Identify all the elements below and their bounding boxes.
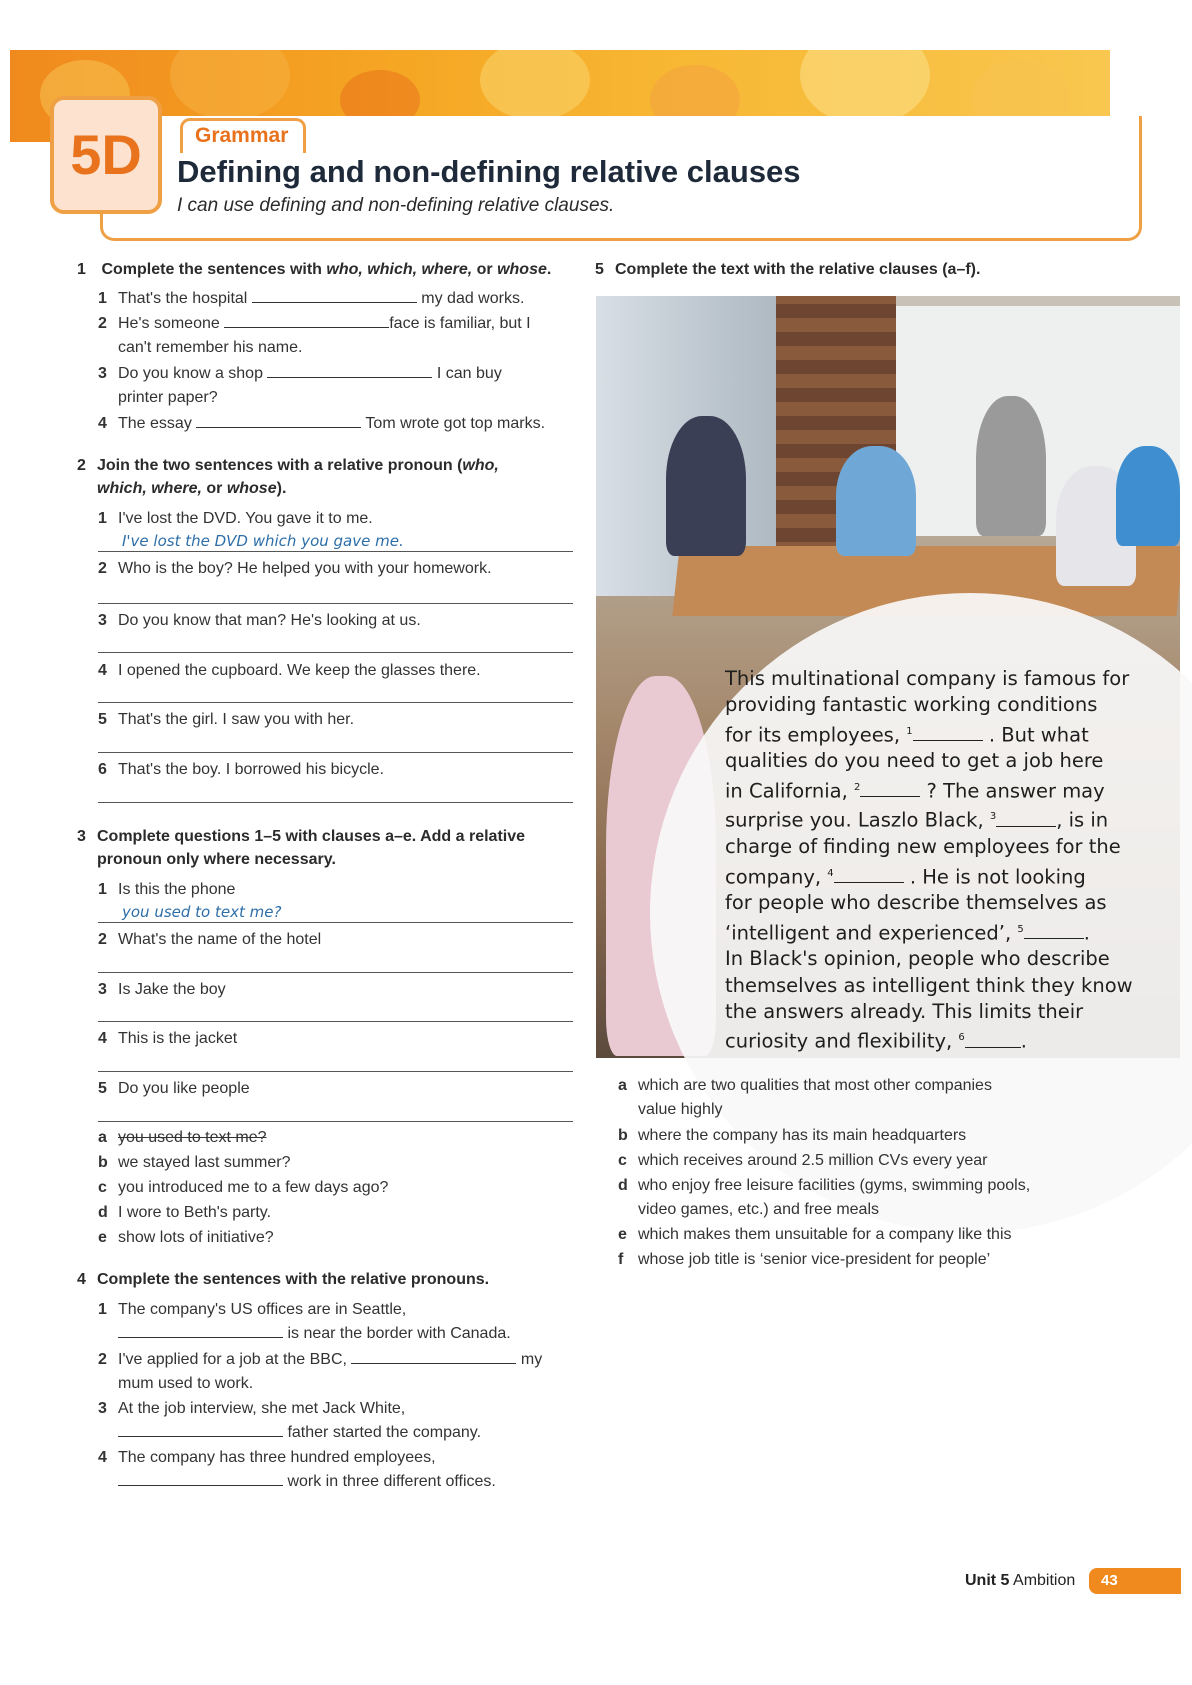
item-number: 2 bbox=[98, 315, 107, 332]
answer-line[interactable] bbox=[98, 1121, 573, 1122]
option-letter: f bbox=[618, 1251, 624, 1268]
clause-option bbox=[98, 1226, 274, 1250]
option-letter: c bbox=[618, 1152, 627, 1169]
item-text: The company has three hundred employees, bbox=[118, 1449, 436, 1466]
ex2-item bbox=[98, 758, 384, 782]
answer-blank[interactable] bbox=[252, 288, 417, 303]
item-text: The company's US offices are in Seattle, bbox=[118, 1301, 407, 1318]
answer-line[interactable] bbox=[98, 603, 573, 604]
item-text: printer paper? bbox=[118, 389, 218, 406]
clause-letter: d bbox=[98, 1204, 108, 1221]
option-text: video games, etc.) and free meals bbox=[638, 1201, 880, 1218]
item-number: 3 bbox=[98, 612, 107, 629]
option-letter: e bbox=[618, 1226, 627, 1243]
ex3-item bbox=[98, 1027, 237, 1051]
option-text: whose job title is ‘senior vice-president for people’ bbox=[638, 1251, 991, 1268]
relative-clause-option bbox=[618, 1124, 1178, 1148]
item-number: 1 bbox=[98, 881, 107, 898]
text-line: This multinational company is famous for bbox=[725, 667, 1130, 690]
ex2-item bbox=[98, 708, 354, 732]
answer-line[interactable] bbox=[98, 752, 573, 753]
page-number: 43 bbox=[1089, 1568, 1181, 1594]
ex3-number: 3 bbox=[77, 828, 86, 845]
ex3-item bbox=[98, 878, 235, 902]
item-text: Do you know a shop bbox=[118, 365, 263, 382]
gap-blank[interactable] bbox=[860, 782, 920, 797]
gap-blank[interactable] bbox=[996, 812, 1056, 827]
item-text: face is familiar, but I bbox=[389, 315, 531, 332]
unit-name: Ambition bbox=[1013, 1572, 1076, 1589]
item-text: Is this the phone bbox=[118, 881, 236, 898]
answer-blank[interactable] bbox=[351, 1349, 516, 1364]
text-line: . But what bbox=[988, 723, 1089, 747]
clause-option bbox=[98, 1126, 267, 1150]
option-text: value highly bbox=[638, 1101, 723, 1118]
ex3-text: pronoun only where necessary. bbox=[97, 851, 336, 868]
option-letter: d bbox=[618, 1177, 628, 1194]
answer-blank[interactable] bbox=[118, 1422, 283, 1437]
answer-line[interactable] bbox=[98, 802, 573, 803]
lesson-badge: 5D bbox=[50, 96, 162, 214]
item-text: Tom wrote got top marks. bbox=[365, 415, 546, 432]
relative-clause-option bbox=[618, 1223, 1178, 1247]
item-text: That's the hospital bbox=[118, 290, 248, 307]
clause-text: we stayed last summer? bbox=[118, 1154, 291, 1171]
gap-number: 1 bbox=[906, 725, 913, 737]
clause-text: show lots of initiative? bbox=[118, 1229, 274, 1246]
item-number: 5 bbox=[98, 1080, 107, 1097]
text-line: company, bbox=[725, 865, 828, 889]
gap-blank[interactable] bbox=[965, 1033, 1021, 1048]
item-text: What's the name of the hotel bbox=[118, 931, 322, 948]
gap-number: 4 bbox=[827, 867, 834, 879]
clause-option bbox=[98, 1201, 271, 1225]
ex1-period: . bbox=[546, 261, 552, 278]
ex4-instruction bbox=[77, 1268, 577, 1291]
option-letter: a bbox=[618, 1077, 627, 1094]
ex1-item bbox=[98, 312, 578, 360]
item-number: 2 bbox=[98, 1351, 107, 1368]
item-number: 3 bbox=[98, 981, 107, 998]
ex1-or: or bbox=[472, 261, 498, 278]
answer-line[interactable] bbox=[98, 702, 573, 703]
ex3-item bbox=[98, 978, 226, 1002]
gap-blank[interactable] bbox=[1024, 924, 1084, 939]
ex1-instruction bbox=[77, 258, 577, 281]
item-number: 4 bbox=[98, 1030, 107, 1047]
clause-letter: a bbox=[98, 1129, 107, 1146]
item-number: 3 bbox=[98, 1400, 107, 1417]
item-text: my dad works. bbox=[421, 290, 525, 307]
ex4-item bbox=[98, 1298, 578, 1346]
option-text: who enjoy free leisure facilities (gyms, swimming pools, bbox=[638, 1177, 1031, 1194]
ex1-item bbox=[98, 412, 578, 436]
option-text: where the company has its main headquarters bbox=[638, 1127, 967, 1144]
footer-unit bbox=[965, 1572, 1075, 1590]
item-text: At the job interview, she met Jack White, bbox=[118, 1400, 406, 1417]
ex1-item bbox=[98, 287, 578, 311]
item-text: This is the jacket bbox=[118, 1030, 238, 1047]
text-line: curiosity and flexibility, bbox=[725, 1029, 959, 1053]
ex2-text: which, where, bbox=[97, 480, 202, 497]
clause-text: you used to text me? bbox=[118, 1129, 267, 1146]
item-text: I can buy bbox=[436, 365, 502, 382]
relative-clause-option bbox=[618, 1174, 1178, 1222]
item-text: He's someone bbox=[118, 315, 220, 332]
text-line: ? The answer may bbox=[926, 779, 1105, 803]
ex5-number: 5 bbox=[595, 261, 604, 278]
text-line: ‘intelligent and experienced’, bbox=[725, 921, 1018, 945]
item-text: Do you like people bbox=[118, 1080, 250, 1097]
ex2-example-answer: I've lost the DVD which you gave me. bbox=[122, 532, 404, 550]
gap-blank[interactable] bbox=[913, 726, 983, 741]
text-line: in California, bbox=[725, 779, 854, 803]
item-text: mum used to work. bbox=[118, 1375, 254, 1392]
text-line: for people who describe themselves as bbox=[725, 891, 1107, 915]
ex4-item bbox=[98, 1348, 578, 1396]
item-number: 3 bbox=[98, 365, 107, 382]
item-text: That's the girl. I saw you with her. bbox=[118, 711, 355, 728]
ex2-text: whose bbox=[226, 480, 277, 497]
gap-number: 2 bbox=[853, 781, 861, 793]
ex2-text: ). bbox=[276, 480, 287, 497]
ex4-item bbox=[98, 1446, 578, 1494]
item-number: 1 bbox=[98, 510, 107, 527]
answer-line[interactable] bbox=[98, 972, 573, 973]
ex2-text: who, bbox=[462, 457, 499, 474]
answer-blank[interactable] bbox=[224, 313, 389, 328]
ex1-pronouns: who, which, where, bbox=[326, 261, 473, 278]
text-line: themselves as intelligent think they know bbox=[725, 973, 1133, 997]
answer-line[interactable] bbox=[98, 922, 573, 923]
clause-text: you introduced me to a few days ago? bbox=[118, 1179, 389, 1196]
section-label: Grammar bbox=[195, 124, 289, 147]
item-text: I opened the cupboard. We keep the glasses there. bbox=[118, 662, 481, 679]
ex2-number: 2 bbox=[77, 457, 86, 474]
answer-line[interactable] bbox=[98, 1071, 573, 1072]
answer-blank[interactable] bbox=[118, 1471, 283, 1486]
ex2-instruction bbox=[77, 454, 557, 500]
reading-text bbox=[725, 666, 1135, 1055]
ex2-item bbox=[98, 557, 492, 581]
text-line: the answers already. This limits their bbox=[725, 1000, 1084, 1024]
item-number: 2 bbox=[98, 560, 107, 577]
item-number: 1 bbox=[98, 1301, 107, 1318]
gap-number: 6 bbox=[958, 1032, 965, 1044]
answer-line[interactable] bbox=[98, 1021, 573, 1022]
text-line: . bbox=[1083, 921, 1090, 945]
text-line: for its employees, bbox=[725, 723, 907, 747]
relative-clause-option bbox=[618, 1248, 1178, 1272]
ex1-last-pronoun: whose bbox=[497, 261, 547, 278]
item-number: 2 bbox=[98, 931, 107, 948]
ex2-item bbox=[98, 507, 373, 531]
item-text: my bbox=[520, 1351, 543, 1368]
gap-blank[interactable] bbox=[834, 868, 904, 883]
relative-clause-option bbox=[618, 1074, 1178, 1122]
gap-number: 3 bbox=[989, 811, 997, 823]
item-text: Who is the boy? He helped you with your homework. bbox=[118, 560, 492, 577]
option-text: which are two qualities that most other companies bbox=[638, 1077, 992, 1094]
answer-blank[interactable] bbox=[267, 363, 432, 378]
clause-option bbox=[98, 1151, 291, 1175]
answer-blank[interactable] bbox=[118, 1323, 283, 1338]
text-line: . bbox=[1020, 1029, 1027, 1053]
item-text: Do you know that man? He's looking at us. bbox=[118, 612, 421, 629]
ex1-number: 1 bbox=[77, 261, 86, 278]
ex3-item bbox=[98, 1077, 250, 1101]
text-line: qualities do you need to get a job here bbox=[725, 749, 1104, 773]
person-figure bbox=[836, 446, 916, 556]
page-subtitle: I can use defining and non-defining relative clauses. bbox=[177, 195, 615, 216]
person-figure bbox=[1116, 446, 1180, 546]
answer-line[interactable] bbox=[98, 551, 573, 552]
ex4-item bbox=[98, 1397, 578, 1445]
ex1-item bbox=[98, 362, 578, 410]
item-number: 4 bbox=[98, 415, 107, 432]
item-number: 4 bbox=[98, 1449, 107, 1466]
text-line: charge of finding new employees for the bbox=[725, 835, 1121, 859]
gap-number: 5 bbox=[1017, 923, 1024, 935]
ex2-item bbox=[98, 609, 421, 633]
ex1-instruction-text: Complete the sentences with bbox=[101, 261, 327, 278]
text-line: surprise you. Laszlo Black, bbox=[725, 808, 990, 832]
person-figure bbox=[666, 416, 746, 556]
ex4-number: 4 bbox=[77, 1271, 86, 1288]
option-letter: b bbox=[618, 1127, 628, 1144]
option-text: which makes them unsuitable for a company like this bbox=[638, 1226, 1012, 1243]
item-number: 1 bbox=[98, 290, 107, 307]
ex3-item bbox=[98, 928, 321, 952]
text-line: In Black's opinion, people who describe bbox=[725, 947, 1110, 971]
clause-letter: c bbox=[98, 1179, 107, 1196]
ex5-instruction bbox=[595, 258, 1155, 281]
ex3-instruction bbox=[77, 825, 577, 871]
ex5-text: Complete the text with the relative clauses (a–f). bbox=[615, 261, 981, 278]
item-text: work in three different offices. bbox=[287, 1473, 496, 1490]
ex2-text: Join the two sentences with a relative pronoun ( bbox=[97, 457, 463, 474]
item-number: 5 bbox=[98, 711, 107, 728]
page-title: Defining and non-defining relative clauses bbox=[177, 154, 801, 189]
relative-clause-option bbox=[618, 1149, 1178, 1173]
clause-letter: b bbox=[98, 1154, 108, 1171]
item-text: is near the border with Canada. bbox=[287, 1325, 511, 1342]
item-number: 6 bbox=[98, 761, 107, 778]
text-line: , is in bbox=[1056, 808, 1109, 832]
person-figure bbox=[976, 396, 1046, 536]
answer-blank[interactable] bbox=[196, 413, 361, 428]
ex2-text: or bbox=[201, 480, 227, 497]
clause-text: I wore to Beth's party. bbox=[118, 1204, 272, 1221]
item-text: The essay bbox=[118, 415, 192, 432]
item-text: father started the company. bbox=[287, 1424, 482, 1441]
item-text: I've applied for a job at the BBC, bbox=[118, 1351, 347, 1368]
clause-letter: e bbox=[98, 1229, 107, 1246]
answer-line[interactable] bbox=[98, 652, 573, 653]
item-text: I've lost the DVD. You gave it to me. bbox=[118, 510, 373, 527]
item-text: can't remember his name. bbox=[118, 339, 303, 356]
option-text: which receives around 2.5 million CVs every year bbox=[638, 1152, 988, 1169]
text-line: providing fantastic working conditions bbox=[725, 693, 1098, 717]
clause-option bbox=[98, 1176, 388, 1200]
unit-label: Unit 5 bbox=[965, 1572, 1010, 1589]
text-line: . He is not looking bbox=[909, 865, 1086, 889]
ex3-example-answer: you used to text me? bbox=[122, 903, 282, 921]
item-text: That's the boy. I borrowed his bicycle. bbox=[118, 761, 384, 778]
ex3-text: Complete questions 1–5 with clauses a–e. Add a relative bbox=[97, 828, 526, 845]
item-number: 4 bbox=[98, 662, 107, 679]
ex4-text: Complete the sentences with the relative pronouns. bbox=[97, 1271, 490, 1288]
item-text: Is Jake the boy bbox=[118, 981, 226, 998]
ex2-item bbox=[98, 659, 481, 683]
